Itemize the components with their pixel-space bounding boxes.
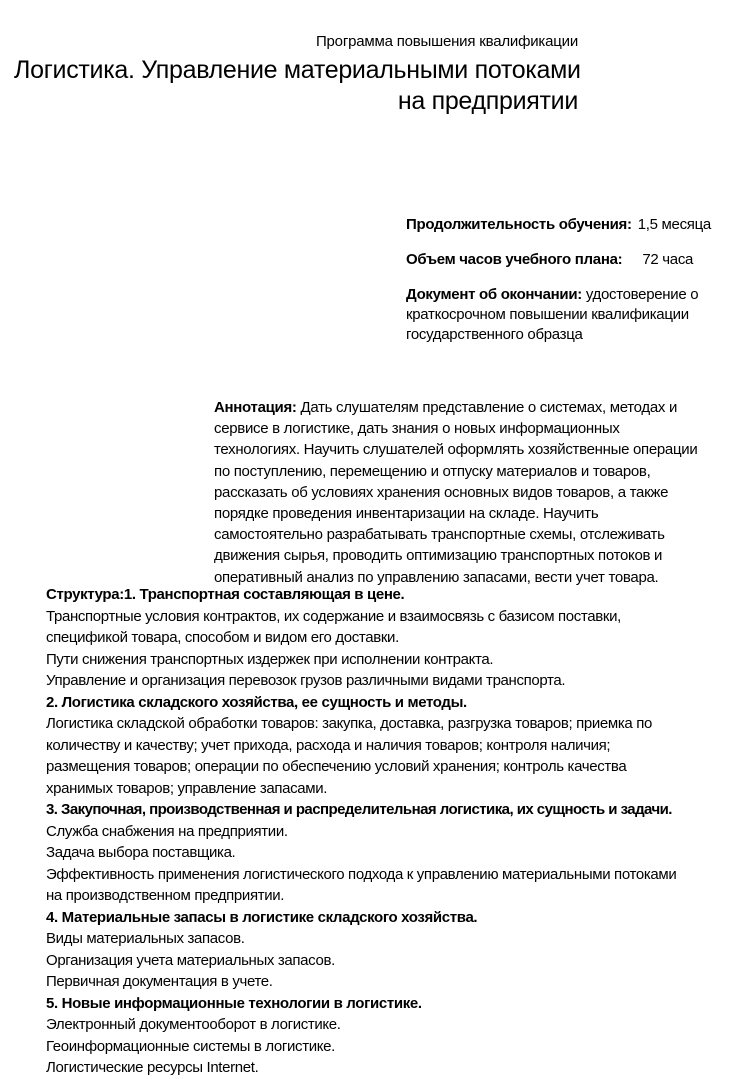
annotation-label: Аннотация: [214,399,297,416]
document-value-line-1: удостоверение о [585,286,699,303]
annotation-line: сервисе в логистике, дать знания о новых информационных [214,420,620,438]
program-type: Программа повышения квалификации [315,33,578,50]
duration-row [406,215,738,235]
section-5-line: Геоинформационные системы в логистике. [46,1037,335,1055]
document-value-line-3: государственного образца [406,326,583,343]
duration-label: Продолжительность обучения: [406,216,632,233]
section-4-line: Организация учета материальных запасов. [46,951,335,969]
section-2-line: размещения товаров; операции по обеспечению условий хранения; контроль качества [46,758,627,775]
section-5-line: Логистические ресурсы Internet. [46,1059,259,1076]
annotation-line: самостоятельно разрабатывать транспортные схемы, отслеживать [214,526,665,544]
section-heading-4: 4. Материальные запасы в логистике складского хозяйства. [46,908,478,926]
section-heading-2: 2. Логистика складского хозяйства, ее сущность и методы. [46,693,467,711]
section-2-line: количеству и качеству; учет прихода, расхода и наличия товаров; контроля наличия; [46,736,611,754]
section-1-line: Транспортные условия контрактов, их содержание и взаимосвязь с базисом поставки, [46,607,621,625]
annotation-line: рассказать об условиях хранения основных видов товаров, а также [214,483,669,501]
annotation-line [214,397,738,418]
section-heading-5: 5. Новые информационные технологии в логистике. [46,994,422,1012]
document-value-line-2: краткосрочном повышении квалификации [406,306,689,323]
section-5-line: Электронный документооборот в логистике. [46,1016,341,1033]
annotation-line: оперативный анализ по управлению запасами, вести учет товара. [214,568,659,586]
section-3-line: Задача выбора поставщика. [46,844,236,861]
section-1-line: Управление и организация перевозок грузов различными видами транспорта. [46,672,566,689]
document-label: Документ об окончании: [406,286,582,303]
hours-label: Объем часов учебного плана: [406,251,623,268]
annotation-line: движения сырья, проводить оптимизацию транспортных потоков и [214,547,663,565]
structure-block [46,584,741,1079]
document-row [406,285,738,345]
page-title [14,55,581,117]
section-3-line: Служба снабжения на предприятии. [46,822,288,840]
section-3-line: Эффективность применения логистического подхода к управлению материальными потоками [46,865,677,883]
section-2-line: хранимых товаров; управление запасами. [46,779,328,797]
annotation-line: технологиях. Научить слушателей оформлять хозяйственные операции [214,441,698,459]
title-line-1: Логистика. Управление материальными потоками [14,56,581,84]
section-3-line: на производственном предприятии. [46,887,285,904]
annotation-line: порядке проведения инвентаризации на складе. Научить [214,505,599,523]
annotation-line: по поступлению, перемещению и отпуску материалов и товаров, [214,462,651,480]
duration-value: 1,5 месяца [637,216,711,233]
section-1-line: Пути снижения транспортных издержек при исполнении контракта. [46,650,494,668]
hours-value: 72 часа [642,251,694,268]
annotation-block [214,397,738,588]
hours-row [406,250,738,270]
section-4-line: Виды материальных запасов. [46,930,245,947]
section-1-line: спецификой товара, способом и видом его доставки. [46,629,399,646]
section-heading-1: Структура:1. Транспортная составляющая в цене. [46,586,405,603]
annotation-text: Дать слушателям представление о системах, методах и [300,399,678,416]
section-2-line: Логистика складской обработки товаров: закупка, доставка, разгрузка товаров; приемка по [46,715,652,732]
title-line-2: на предприятии [397,87,578,115]
section-heading-3: 3. Закупочная, производственная и распределительная логистика, их сущность и задачи. [46,801,672,818]
section-4-line: Первичная документация в учете. [46,973,273,990]
